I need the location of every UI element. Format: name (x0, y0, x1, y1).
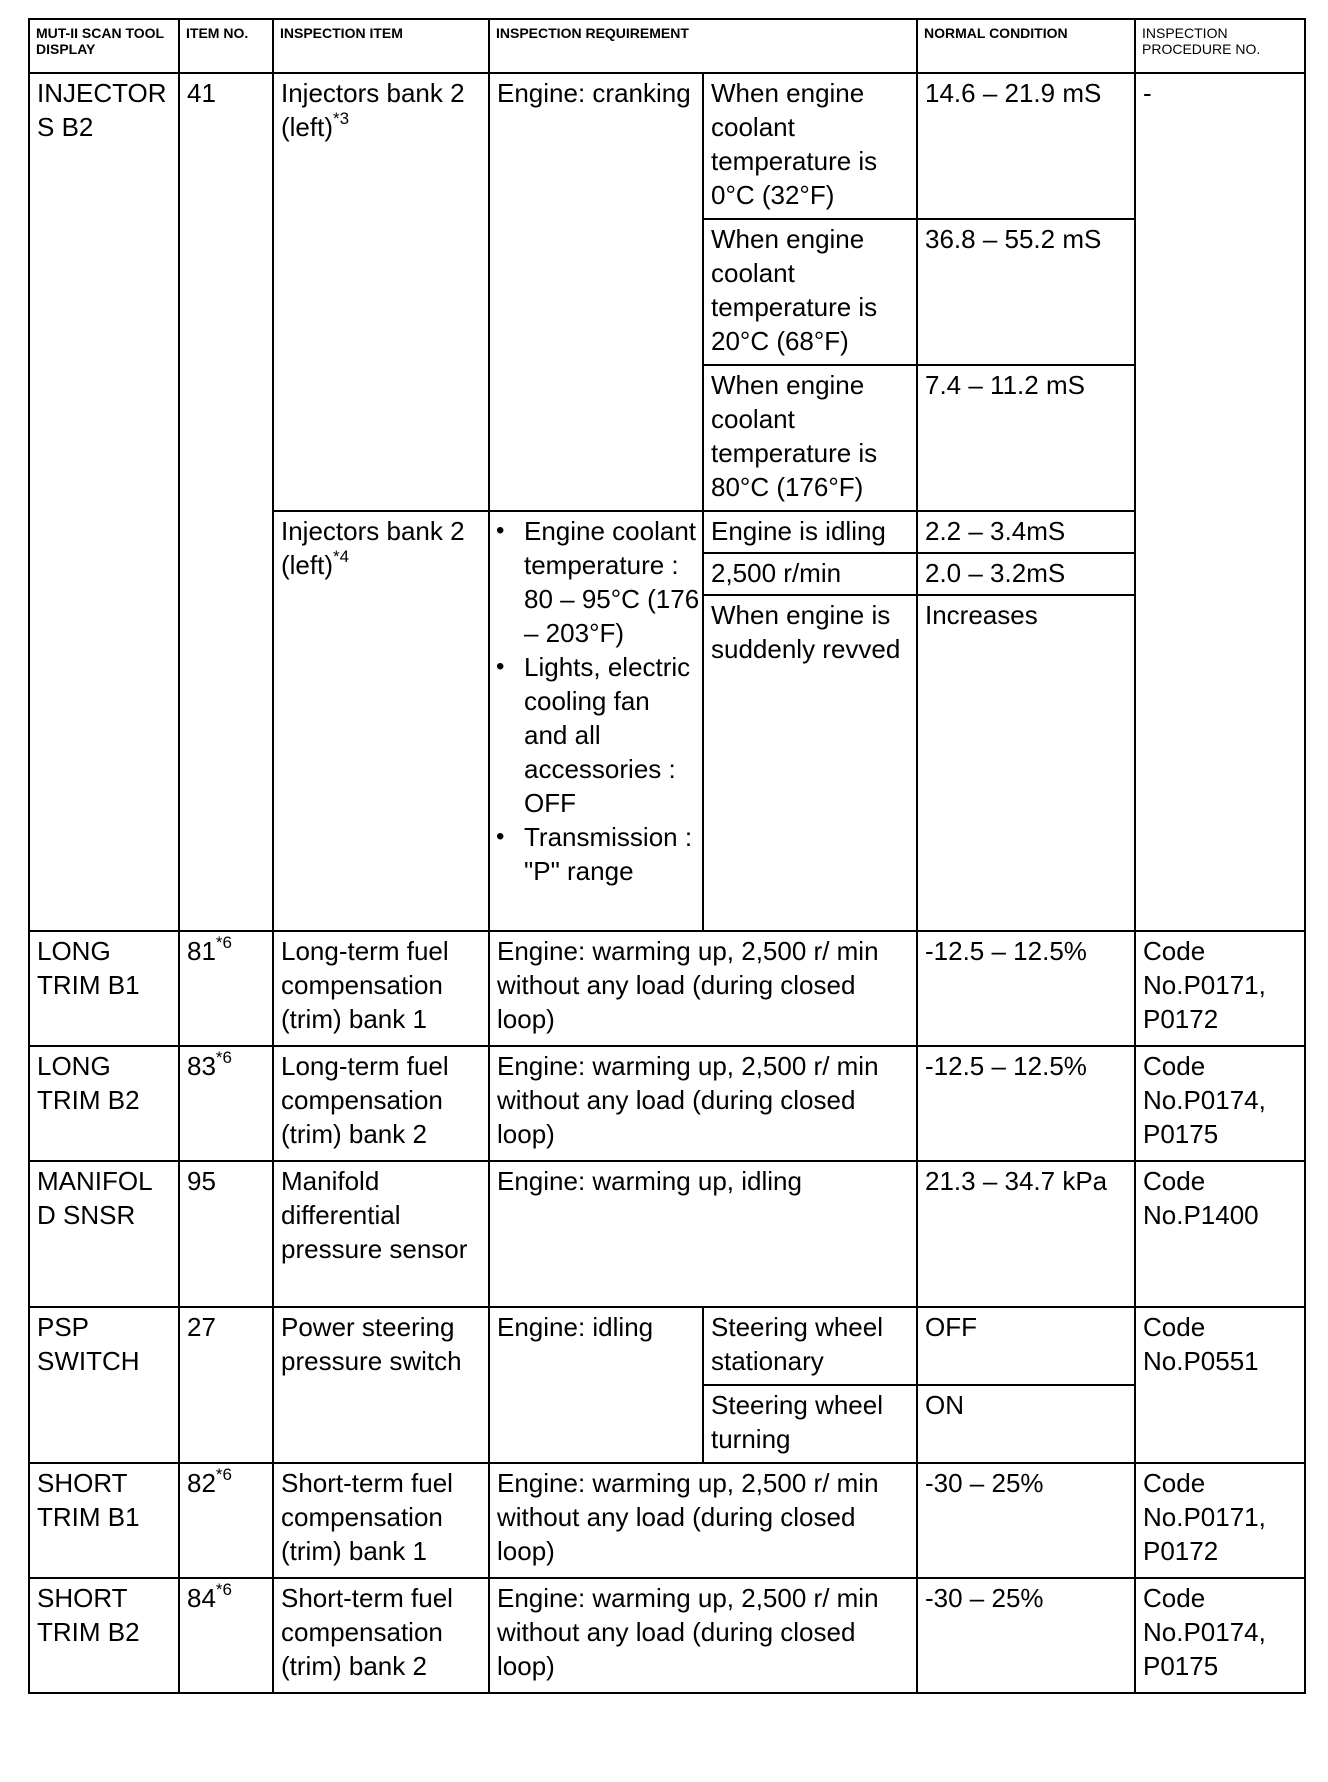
procedure-cell: Code No.P0174, P0175 (1135, 1578, 1305, 1693)
inspection-item-cell: Short-term fuel compensation (trim) bank 2 (273, 1578, 489, 1693)
header-item-no: ITEM NO. (179, 19, 273, 73)
display-cell: LONG TRIM B1 (29, 931, 179, 1046)
procedure-cell: Code No.P0174, P0175 (1135, 1046, 1305, 1161)
condition-cell: When engine coolant temperature is 0°C (32°F) (703, 73, 917, 219)
normal-cell: 36.8 – 55.2 mS (917, 219, 1135, 365)
item-no-cell: 27 (179, 1307, 273, 1463)
table-row (29, 1578, 1305, 1693)
procedure-cell: - (1135, 73, 1305, 931)
item-no-cell (179, 931, 273, 1046)
requirement-cell: Engine: warming up, 2,500 r/ min without any load (during closed loop) (489, 1463, 917, 1578)
normal-cell: 14.6 – 21.9 mS (917, 73, 1135, 219)
inspection-item-cell: Long-term fuel compensation (trim) bank 1 (273, 931, 489, 1046)
inspection-item-cell: Manifold differential pressure sensor (273, 1161, 489, 1307)
display-cell: MANIFOLD SNSR (29, 1161, 179, 1307)
normal-cell: Increases (917, 595, 1135, 931)
condition-cell: Steering wheel turning (703, 1385, 917, 1463)
item-no-cell: 41 (179, 73, 273, 931)
table-row (29, 73, 1305, 219)
footnote-mark: *6 (215, 1580, 232, 1600)
list-item: • Transmission : "P" range (524, 820, 700, 888)
condition-cell: When engine coolant temperature is 20°C (68°F) (703, 219, 917, 365)
header-requirement: INSPECTION REQUIREMENT (489, 19, 917, 73)
requirement-cell: Engine: warming up, 2,500 r/ min without any load (during closed loop) (489, 931, 917, 1046)
condition-cell: When engine coolant temperature is 80°C (176°F) (703, 365, 917, 511)
procedure-cell: Code No.P0551 (1135, 1307, 1305, 1463)
inspection-item-cell (273, 73, 489, 511)
normal-cell: OFF (917, 1307, 1135, 1385)
table-row (29, 1161, 1305, 1307)
condition-cell: Engine is idling (703, 511, 917, 553)
normal-cell: -30 – 25% (917, 1578, 1135, 1693)
normal-cell: 21.3 – 34.7 kPa (917, 1161, 1135, 1307)
list-item: • Lights, electric cooling fan and all accessories : OFF (524, 650, 700, 820)
item-text: Injectors bank 2 (left) (281, 78, 465, 142)
display-cell: SHORT TRIM B2 (29, 1578, 179, 1693)
footnote-mark: *6 (215, 1048, 232, 1068)
display-cell: INJECTORS B2 (29, 73, 179, 931)
procedure-cell: Code No.P0171, P0172 (1135, 931, 1305, 1046)
item-no-cell (179, 1578, 273, 1693)
footnote-mark: *4 (333, 547, 350, 567)
normal-cell: 2.0 – 3.2mS (917, 553, 1135, 595)
item-no-text: 81 (187, 936, 216, 966)
display-cell: LONG TRIM B2 (29, 1046, 179, 1161)
header-row (29, 19, 1305, 73)
procedure-cell: Code No.P0171, P0172 (1135, 1463, 1305, 1578)
item-no-cell: 95 (179, 1161, 273, 1307)
header-procedure: INSPECTION PROCEDURE NO. (1135, 19, 1305, 73)
footnote-mark: *6 (215, 933, 232, 953)
item-no-cell (179, 1463, 273, 1578)
normal-cell: -12.5 – 12.5% (917, 931, 1135, 1046)
header-normal: NORMAL CONDITION (917, 19, 1135, 73)
condition-cell: Steering wheel stationary (703, 1307, 917, 1385)
inspection-item-cell: Power steering pressure switch (273, 1307, 489, 1463)
table-row (29, 1307, 1305, 1385)
table-row (29, 931, 1305, 1046)
footnote-mark: *6 (215, 1465, 232, 1485)
normal-cell: 2.2 – 3.4mS (917, 511, 1135, 553)
normal-cell: ON (917, 1385, 1135, 1463)
requirement-cell: Engine: idling (489, 1307, 703, 1463)
table-row (29, 1046, 1305, 1161)
display-cell: PSP SWITCH (29, 1307, 179, 1463)
inspection-item-cell: Short-term fuel compensation (trim) bank 1 (273, 1463, 489, 1578)
item-no-cell (179, 1046, 273, 1161)
inspection-item-cell: Long-term fuel compensation (trim) bank 2 (273, 1046, 489, 1161)
condition-cell: 2,500 r/min (703, 553, 917, 595)
item-no-text: 82 (187, 1468, 216, 1498)
footnote-mark: *3 (333, 109, 350, 129)
condition-cell: When engine is suddenly revved (703, 595, 917, 931)
header-display: MUT-II SCAN TOOL DISPLAY (29, 19, 179, 73)
display-cell: SHORT TRIM B1 (29, 1463, 179, 1578)
normal-cell: -12.5 – 12.5% (917, 1046, 1135, 1161)
inspection-item-cell (273, 511, 489, 931)
requirement-list (494, 514, 700, 888)
list-item: • Engine coolant temperature : 80 – 95°C (176 – 203°F) (524, 514, 700, 650)
inspection-table (28, 18, 1306, 1694)
requirement-cell: Engine: warming up, 2,500 r/ min without any load (during closed loop) (489, 1578, 917, 1693)
normal-cell: 7.4 – 11.2 mS (917, 365, 1135, 511)
table-row (29, 1463, 1305, 1578)
item-no-text: 84 (187, 1583, 216, 1613)
item-no-text: 83 (187, 1051, 216, 1081)
requirement-cell: Engine: warming up, 2,500 r/ min without any load (during closed loop) (489, 1046, 917, 1161)
item-text: Injectors bank 2 (left) (281, 516, 465, 580)
requirement-cell (489, 511, 703, 931)
page (28, 18, 1306, 1694)
procedure-cell: Code No.P1400 (1135, 1161, 1305, 1307)
requirement-cell: Engine: cranking (489, 73, 703, 511)
normal-cell: -30 – 25% (917, 1463, 1135, 1578)
requirement-cell: Engine: warming up, idling (489, 1161, 917, 1307)
header-inspection-item: INSPECTION ITEM (273, 19, 489, 73)
